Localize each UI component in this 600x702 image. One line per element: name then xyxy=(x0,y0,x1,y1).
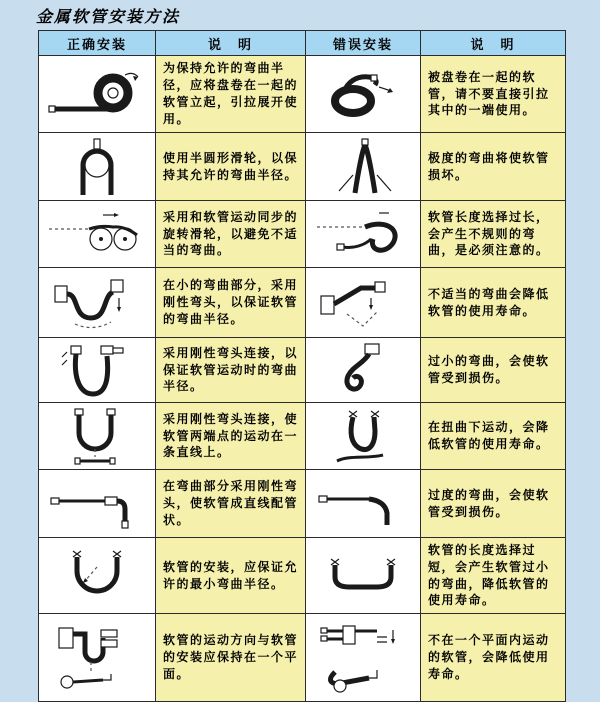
correct-description: 软管的安装，应保证允许的最小弯曲半径。 xyxy=(156,538,306,614)
correct-description: 使用半圆形滑轮，以保持其允许的弯曲半径。 xyxy=(156,133,306,201)
wrong-description: 被盘卷在一起的软管，请不要直接引拉其中的一端使用。 xyxy=(421,56,566,133)
wrong-description: 极度的弯曲将使软管损坏。 xyxy=(421,133,566,201)
table-row xyxy=(39,470,566,538)
excessive-bend-at-end-icon xyxy=(313,475,413,533)
too-small-bend-hook-icon xyxy=(313,340,413,400)
header-correct-installation: 正确安装 xyxy=(39,31,156,56)
table-row xyxy=(39,56,566,133)
too-short-hose-flat-u-icon xyxy=(313,545,413,607)
wrong-description: 不适当的弯曲会降低软管的使用寿命。 xyxy=(421,268,566,338)
correct-description: 软管的运动方向与软管的安装应保持在一个平面。 xyxy=(156,614,306,702)
rigid-elbow-small-bend-section-icon xyxy=(45,272,149,334)
motion-in-single-plane-trap-icon xyxy=(45,618,149,698)
correct-description: 采用刚性弯头连接，以保证软管运动时的弯曲半径。 xyxy=(156,338,306,403)
correct-image-cell xyxy=(39,470,156,538)
rigid-elbow-u-connection-icon xyxy=(45,340,149,400)
wrong-description: 过度的弯曲，会使软管受到损伤。 xyxy=(421,470,566,538)
synchronized-rotating-pulleys-icon xyxy=(45,205,149,263)
table-row xyxy=(39,268,566,338)
table-row xyxy=(39,614,566,702)
table-row xyxy=(39,133,566,201)
hose-extreme-pinched-bend-icon xyxy=(313,137,413,197)
coiled-hose-pulled-from-end-icon xyxy=(313,63,413,125)
wrong-image-cell xyxy=(306,201,421,268)
wrong-image-cell xyxy=(306,338,421,403)
correct-image-cell xyxy=(39,268,156,338)
header-row xyxy=(39,31,566,56)
wrong-image-cell xyxy=(306,470,421,538)
correct-image-cell xyxy=(39,538,156,614)
wrong-image-cell xyxy=(306,403,421,470)
header-description-wrong: 说 明 xyxy=(421,31,566,56)
hose-over-semicircular-pulley-icon xyxy=(45,137,149,197)
correct-image-cell xyxy=(39,201,156,268)
page-title: 金属软管安装方法 xyxy=(36,7,181,26)
correct-image-cell xyxy=(39,614,156,702)
rigid-elbow-inline-motion-icon xyxy=(45,405,149,467)
correct-description: 在弯曲部分采用刚性弯头，使软管成直线配管状。 xyxy=(156,470,306,538)
overlong-hose-irregular-bend-icon xyxy=(313,205,413,263)
correct-description: 采用和软管运动同步的旋转滑轮，以避免不适当的弯曲。 xyxy=(156,201,306,268)
installation-methods-table xyxy=(38,30,566,702)
table-row xyxy=(39,538,566,614)
wrong-description: 在扭曲下运动，会降低软管的使用寿命。 xyxy=(421,403,566,470)
wrong-image-cell xyxy=(306,133,421,201)
table-row xyxy=(39,338,566,403)
wrong-image-cell xyxy=(306,538,421,614)
wrong-description: 软管长度选择过长，会产生不规则的弯曲，是必须注意的。 xyxy=(421,201,566,268)
wrong-image-cell xyxy=(306,56,421,133)
minimum-bend-radius-u-icon xyxy=(45,545,149,607)
straight-piping-with-rigid-elbow-icon xyxy=(45,475,149,533)
wrong-image-cell xyxy=(306,268,421,338)
motion-out-of-plane-icon xyxy=(313,618,413,698)
correct-description: 为保持允许的弯曲半径，应将盘卷在一起的软管立起，引拉展开使用。 xyxy=(156,56,306,133)
wrong-description: 过小的弯曲，会使软管受到损伤。 xyxy=(421,338,566,403)
improper-sharp-bend-icon xyxy=(313,272,413,334)
correct-image-cell xyxy=(39,403,156,470)
correct-description: 采用刚性弯头连接，使软管两端点的运动在一条直线上。 xyxy=(156,403,306,470)
wrong-description: 不在一个平面内运动的软管，会降低使用寿命。 xyxy=(421,614,566,702)
hose-twisted-motion-icon xyxy=(313,405,413,467)
correct-image-cell xyxy=(39,338,156,403)
coiled-hose-standing-unroll-icon xyxy=(45,63,149,125)
header-description-correct: 说 明 xyxy=(156,31,306,56)
wrong-image-cell xyxy=(306,614,421,702)
table-row xyxy=(39,201,566,268)
wrong-description: 软管的长度选择过短，会产生软管过小的弯曲，降低软管的使用寿命。 xyxy=(421,538,566,614)
header-wrong-installation: 错误安装 xyxy=(306,31,421,56)
correct-image-cell xyxy=(39,133,156,201)
correct-description: 在小的弯曲部分，采用刚性弯头，以保证软管的弯曲半径。 xyxy=(156,268,306,338)
correct-image-cell xyxy=(39,56,156,133)
table-row xyxy=(39,403,566,470)
